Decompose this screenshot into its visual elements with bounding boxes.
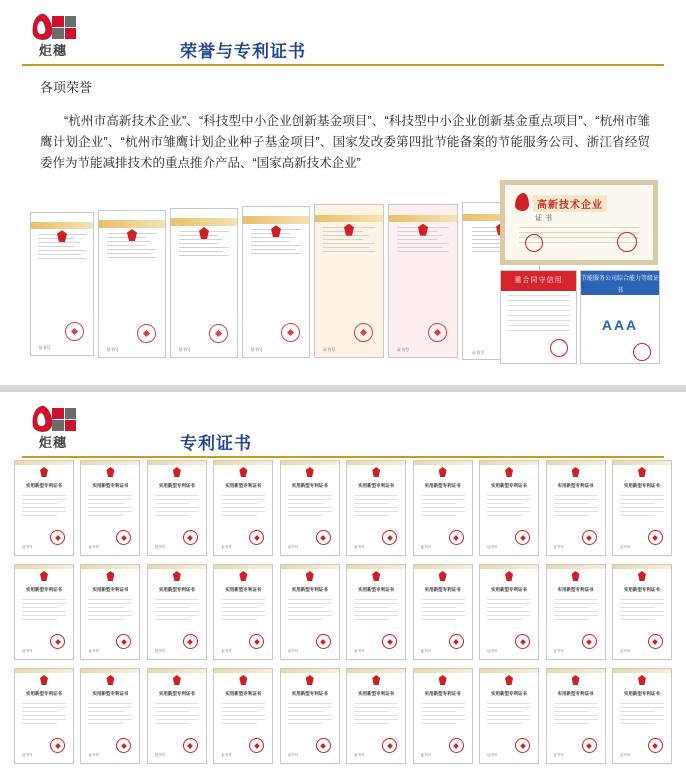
certificate-image — [388, 204, 458, 358]
certificate-top-band — [171, 218, 237, 225]
patent-signature: 证书号 — [88, 753, 99, 757]
patent-title: 实用新型专利证书 — [424, 587, 461, 592]
emblem-icon — [372, 675, 380, 685]
certificate-image — [30, 212, 94, 356]
plaque-subtitle: 证书 — [535, 215, 555, 222]
red-seal-icon — [65, 322, 84, 341]
patent-row — [14, 460, 672, 556]
certificate-image — [314, 204, 384, 358]
red-seal-icon — [582, 738, 597, 753]
emblem-icon — [239, 467, 247, 477]
certificate-signature: 证书号 — [106, 347, 119, 353]
patent-certificate — [147, 668, 207, 764]
patent-certificate — [413, 564, 473, 660]
patent-title: 实用新型专利证书 — [358, 483, 395, 488]
certificate-signature: 证书号 — [250, 346, 263, 352]
honors-heading: 各项荣誉 — [40, 80, 93, 95]
square-gray-tr-icon — [65, 408, 76, 419]
red-seal-icon — [515, 738, 530, 753]
slide-2-title: 专利证书 — [180, 434, 252, 454]
patent-row — [14, 668, 672, 764]
grade-value: AAA — [601, 317, 639, 333]
emblem-icon — [106, 467, 114, 477]
patent-title: 实用新型专利证书 — [225, 587, 262, 592]
red-seal-icon — [183, 530, 198, 545]
emblem-icon — [239, 571, 247, 581]
patent-signature: 证书号 — [354, 753, 365, 757]
patent-signature: 证书号 — [154, 753, 166, 757]
red-seal-icon — [449, 634, 464, 649]
flame-icon — [30, 405, 53, 434]
red-seal-icon — [428, 323, 447, 342]
patent-signature: 证书号 — [221, 753, 232, 757]
patent-title: 实用新型专利证书 — [491, 691, 528, 696]
red-seal-icon — [633, 343, 651, 361]
emblem-icon — [505, 571, 513, 581]
red-seal-icon — [617, 232, 637, 252]
patent-signature: 证书号 — [619, 649, 631, 653]
red-seal-icon — [183, 738, 198, 753]
patent-title: 实用新型专利证书 — [623, 483, 660, 488]
company-logo — [22, 406, 84, 452]
certificate-signature: 证书号 — [397, 346, 410, 352]
patent-signature: 证书号 — [420, 545, 432, 549]
patent-signature: 证书号 — [354, 545, 365, 549]
red-seal-icon — [382, 738, 397, 753]
slide-separator — [0, 385, 686, 392]
patent-signature: 证书号 — [420, 649, 432, 653]
red-seal-icon — [515, 530, 530, 545]
flame-icon — [515, 193, 529, 211]
patent-title: 实用新型专利证书 — [291, 483, 328, 488]
emblem-icon — [306, 571, 314, 581]
emblem-icon — [638, 467, 646, 477]
patent-signature: 证书号 — [487, 753, 498, 757]
certificate-top-band — [389, 215, 457, 223]
logo-wordmark: 炬穗 — [38, 43, 67, 58]
patent-title: 实用新型专利证书 — [158, 691, 195, 696]
red-seal-icon — [648, 530, 663, 545]
certificate-image — [242, 206, 310, 358]
red-seal-icon — [281, 323, 300, 342]
certificate-band-label: 重合同守信用 — [501, 271, 576, 291]
patent-signature: 证书号 — [221, 545, 232, 549]
patent-signature: 证书号 — [619, 753, 631, 757]
contract-credit-certificate — [500, 270, 577, 364]
patent-title: 实用新型专利证书 — [26, 483, 62, 488]
certificate-top-band — [243, 216, 309, 224]
patent-title: 实用新型专利证书 — [557, 483, 594, 488]
red-seal-icon — [582, 530, 597, 545]
patent-certificate — [280, 668, 340, 764]
patent-title: 实用新型专利证书 — [358, 587, 395, 592]
red-seal-icon — [354, 323, 373, 342]
patent-title: 实用新型专利证书 — [92, 483, 129, 488]
patent-title: 实用新型专利证书 — [491, 587, 528, 592]
certificate-band-label: 节能服务公司综合能力等级证书 — [581, 271, 659, 295]
honors-text-block — [40, 78, 650, 186]
patent-title: 实用新型专利证书 — [557, 691, 594, 696]
patent-certificate — [213, 564, 273, 660]
patent-certificate — [413, 668, 473, 764]
red-seal-icon — [183, 634, 198, 649]
red-seal-icon — [316, 738, 331, 753]
patent-certificate — [612, 564, 672, 660]
patent-signature: 证书号 — [22, 649, 33, 653]
red-seal-icon — [50, 738, 65, 753]
emblem-icon — [505, 675, 513, 685]
emblem-icon — [439, 467, 447, 477]
emblem-icon — [638, 675, 646, 685]
patent-certificate-grid — [14, 460, 672, 772]
logo-mark-icon — [26, 406, 80, 434]
red-seal-icon — [249, 530, 264, 545]
emblem-icon — [173, 675, 181, 685]
red-seal-icon — [515, 634, 530, 649]
high-tech-enterprise-plaque — [500, 180, 658, 265]
slide-honors-and-patents — [0, 0, 686, 385]
certificate-image — [170, 208, 238, 358]
square-gray-bl-icon — [52, 420, 64, 431]
red-seal-icon — [209, 324, 228, 343]
emblem-icon — [372, 571, 380, 581]
emblem-icon — [40, 675, 48, 685]
square-red-br-icon — [65, 420, 76, 431]
company-logo — [22, 14, 84, 60]
emblem-icon — [439, 571, 447, 581]
certificate-body — [581, 295, 659, 367]
patent-signature: 证书号 — [22, 753, 33, 757]
certificate-signature: 证书号 — [323, 346, 336, 352]
patent-title: 实用新型专利证书 — [291, 691, 328, 696]
red-seal-icon — [316, 530, 331, 545]
patent-signature: 证书号 — [487, 649, 498, 653]
patent-title: 实用新型专利证书 — [623, 587, 660, 592]
patent-title: 实用新型专利证书 — [358, 691, 395, 696]
flame-icon — [30, 13, 53, 42]
emblem-icon — [40, 571, 48, 581]
square-gray-tr-icon — [65, 16, 76, 27]
red-seal-icon — [249, 738, 264, 753]
patent-title: 实用新型专利证书 — [92, 691, 129, 696]
certificate-signature: 证书号 — [38, 344, 51, 350]
patent-certificate — [479, 564, 539, 660]
patent-certificate — [612, 668, 672, 764]
patent-certificate — [80, 460, 140, 556]
patent-title: 实用新型专利证书 — [623, 691, 660, 696]
square-red-tl-icon — [52, 16, 64, 27]
patent-title: 实用新型专利证书 — [158, 587, 195, 592]
logo-mark-icon — [26, 14, 80, 42]
emblem-icon — [306, 675, 314, 685]
red-seal-icon — [137, 324, 156, 343]
red-seal-icon — [316, 634, 331, 649]
patent-title: 实用新型专利证书 — [291, 587, 328, 592]
square-red-br-icon — [65, 28, 76, 39]
patent-title: 实用新型专利证书 — [557, 587, 594, 592]
red-seal-icon — [449, 738, 464, 753]
logo-wordmark: 炬穗 — [38, 435, 67, 450]
certificate-top-band — [31, 222, 93, 229]
plaque-title: 高新技术企业 — [533, 195, 607, 212]
patent-certificate — [546, 668, 606, 764]
red-seal-icon — [382, 530, 397, 545]
red-seal-icon — [449, 530, 464, 545]
patent-certificate — [346, 564, 406, 660]
patent-signature: 证书号 — [553, 545, 564, 549]
square-gray-bl-icon — [52, 28, 64, 39]
certificate-top-band — [315, 215, 383, 223]
patent-title: 实用新型专利证书 — [26, 691, 62, 696]
title-divider — [22, 456, 664, 458]
patent-signature: 证书号 — [619, 545, 631, 549]
red-seal-icon — [116, 738, 131, 753]
red-seal-icon — [648, 634, 663, 649]
patent-certificate — [346, 668, 406, 764]
emblem-icon — [173, 467, 181, 477]
patent-title: 实用新型专利证书 — [92, 587, 129, 592]
patent-certificate — [413, 460, 473, 556]
patent-title: 实用新型专利证书 — [26, 587, 62, 592]
certificate-signature: 证书号 — [472, 349, 485, 355]
patent-certificate — [14, 668, 74, 764]
patent-signature: 证书号 — [88, 545, 99, 549]
emblem-icon — [439, 675, 447, 685]
emblem-icon — [572, 675, 580, 685]
title-divider — [22, 64, 664, 66]
patent-title: 实用新型专利证书 — [424, 483, 461, 488]
patent-signature: 证书号 — [221, 649, 232, 653]
red-seal-secondary-icon — [525, 234, 543, 252]
honors-paragraph: “杭州市高新技术企业”、“科技型中小企业创新基金项目”、“科技型中小企业创新基金重点项目”、“杭州市雏鹰计划企业”、“杭州市雏鹰计划企业种子基金项目”、国家发改委第四批节能备案的节能服务公司、浙江省经贸委作为节能减排技术的重点推介产品、“国家高新技术企业” — [40, 113, 650, 170]
emblem-icon — [106, 675, 114, 685]
certificate-top-band — [99, 220, 165, 227]
patent-certificate — [280, 460, 340, 556]
patent-signature: 证书号 — [553, 649, 564, 653]
patent-title: 实用新型专利证书 — [491, 483, 528, 488]
patent-certificate — [546, 460, 606, 556]
patent-certificate — [147, 564, 207, 660]
emblem-icon — [372, 467, 380, 477]
patent-signature: 证书号 — [420, 753, 432, 757]
emblem-icon — [239, 675, 247, 685]
patent-signature: 证书号 — [154, 545, 166, 549]
slide-patent-certificates — [0, 392, 686, 777]
patent-title: 实用新型专利证书 — [158, 483, 195, 488]
patent-row — [14, 564, 672, 660]
patent-certificate — [80, 668, 140, 764]
red-seal-icon — [116, 634, 131, 649]
patent-signature: 证书号 — [88, 649, 99, 653]
patent-signature: 证书号 — [22, 545, 33, 549]
emblem-icon — [572, 571, 580, 581]
red-seal-icon — [50, 530, 65, 545]
certificate-body — [501, 291, 576, 363]
patent-certificate — [147, 460, 207, 556]
patent-certificate — [280, 564, 340, 660]
patent-title: 实用新型专利证书 — [225, 483, 262, 488]
patent-certificate — [80, 564, 140, 660]
emblem-icon — [106, 571, 114, 581]
emblem-icon — [306, 467, 314, 477]
energy-service-grade-certificate — [580, 270, 660, 364]
patent-certificate — [14, 460, 74, 556]
patent-certificate — [612, 460, 672, 556]
certificate-image — [98, 210, 166, 358]
patent-certificate — [479, 460, 539, 556]
patent-signature: 证书号 — [287, 753, 299, 757]
red-seal-icon — [382, 634, 397, 649]
certificate-signature: 证书号 — [178, 346, 191, 352]
emblem-icon — [638, 571, 646, 581]
emblem-icon — [505, 467, 513, 477]
patent-certificate — [346, 460, 406, 556]
emblem-icon — [572, 467, 580, 477]
patent-certificate — [479, 668, 539, 764]
patent-signature: 证书号 — [287, 649, 299, 653]
emblem-icon — [40, 467, 48, 477]
emblem-icon — [173, 571, 181, 581]
square-red-tl-icon — [52, 408, 64, 419]
red-seal-icon — [116, 530, 131, 545]
patent-certificate — [546, 564, 606, 660]
red-seal-icon — [50, 634, 65, 649]
patent-title: 实用新型专利证书 — [424, 691, 461, 696]
patent-title: 实用新型专利证书 — [225, 691, 262, 696]
red-seal-icon — [648, 738, 663, 753]
slide-1-title: 荣誉与专利证书 — [180, 42, 306, 62]
patent-signature: 证书号 — [487, 545, 498, 549]
red-seal-icon — [249, 634, 264, 649]
patent-certificate — [14, 564, 74, 660]
patent-signature: 证书号 — [287, 545, 299, 549]
red-seal-icon — [550, 339, 568, 357]
patent-signature: 证书号 — [553, 753, 564, 757]
patent-signature: 证书号 — [154, 649, 166, 653]
patent-signature: 证书号 — [354, 649, 365, 653]
patent-certificate — [213, 460, 273, 556]
red-seal-icon — [582, 634, 597, 649]
patent-certificate — [213, 668, 273, 764]
